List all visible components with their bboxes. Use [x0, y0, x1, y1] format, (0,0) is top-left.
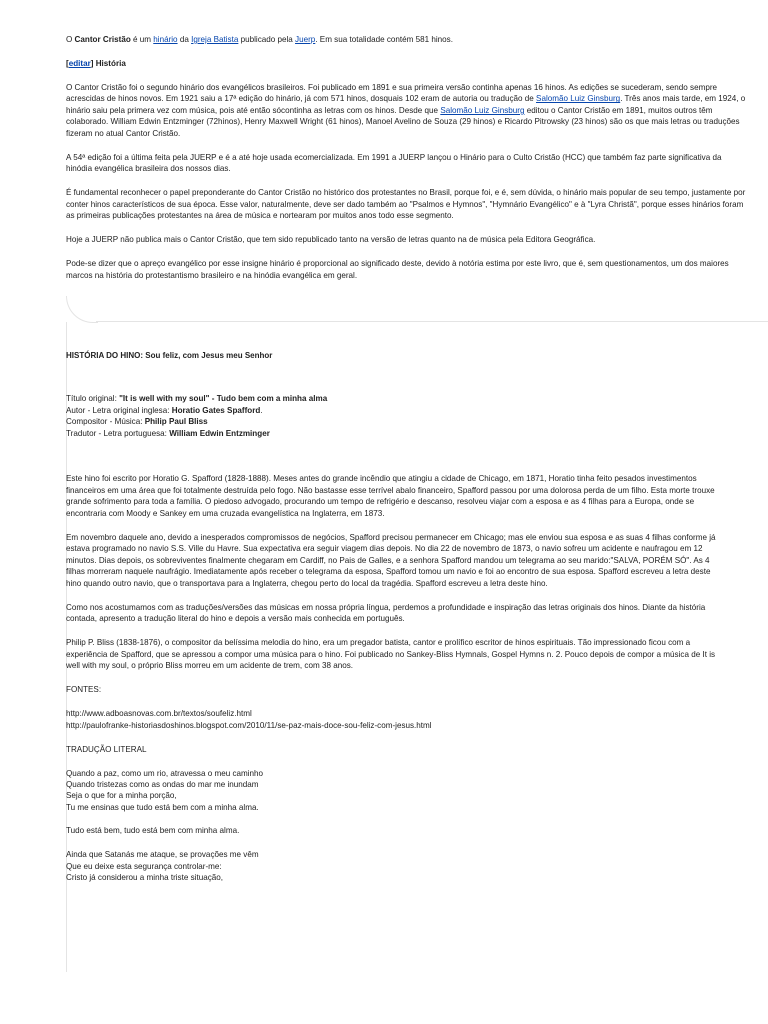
- hymn-history-title: HISTÓRIA DO HINO: Sou feliz, com Jesus meu Senhor: [66, 351, 273, 360]
- sources-list: [66, 708, 716, 731]
- story-paragraph-1: Este hino foi escrito por Horatio G. Spafford (1828-1888). Meses antes do grande incêndio que atingiu a cidade de Chicago, em 1871, Horatio tinha feito pesados investimentos financeiros em uma área que foi totalmente destruída pelo fogo. Não bastasse esse terrível abalo financeiro, Spafford passou por uma dolorosa perda de um filho. Esta morte trouxe grande sofrimento para toda a família. O piedoso advogado, procurando um tempo de refrigério e descanso, resolveu viajar com a esposa e as 4 filhas para a Europa, onde se encontraria com Moody e Sankey em uma cruzada evangelística na Inglaterra, em 1873.: [66, 474, 715, 518]
- para1-text-c: editou o Cantor Cristão em 1891, muitos outros têm colaborado. William Edwin Entzminger (72hinos), Henry Maxwell Wright (61 hinos), Manoel Avelino de Souza (29 hinos) e Ricardo Pitrowsky (23 hinos) são os que mais letras ou traduções fizeram no atual Cantor Cristão.: [66, 105, 740, 138]
- stanza-2: [66, 849, 716, 883]
- history-paragraph-4: Hoje a JUERP não publica mais o Cantor Cristão, que tem sido republicado tanto na versão de letras quanto na de música pela Editora Geográfica.: [66, 235, 596, 245]
- intro-mid3: publicado pela: [238, 35, 296, 44]
- lyric-line: Tu me ensinas que tudo está bem com a minha alma.: [66, 802, 259, 812]
- meta-author-value: Horatio Gates Spafford: [171, 405, 261, 415]
- source-url-2[interactable]: http://paulofranke-historiasdoshinos.blogspot.com/2010/11/se-paz-mais-doce-sou-feliz-com-jesus.html: [66, 720, 432, 730]
- sources-label: FONTES:: [66, 685, 102, 695]
- history-paragraph-1: [66, 82, 746, 139]
- history-paragraph-5: Pode-se dizer que o apreço evangélico por esse insigne hinário é proporcional ao significado deste, devido à notória estima por este livro, que é, sem questionamentos, um dos maiores marcos na história do protestantismo brasileiro e na hinódia evangélica em geral.: [66, 259, 729, 280]
- meta-composer-value: Philip Paul Bliss: [144, 417, 208, 427]
- hymn-history-section: [66, 350, 716, 896]
- history-paragraph-3: É fundamental reconhecer o papel preponderante do Cantor Cristão no histórico dos protestantes no Brasil, porque foi, e é, sem dúvida, o hinário mais popular de seu tempo, justamente por conter hinos característicos de sua época. Esse valor, naturalmente, deve ser dado também ao "Psalmos e Hymnos", "Hymnário Evangélico" e à "Lyra Christã", porque esses hinários foram as primeiras publicações protestantes na área de música e nortearam por muitos anos todo esse segmento.: [66, 188, 746, 221]
- meta-title-value: "It is well with my soul" - Tudo bem com a minha alma: [119, 394, 328, 404]
- source-url-1[interactable]: http://www.adboasnovas.com.br/textos/soufeliz.html: [66, 709, 252, 719]
- edit-link[interactable]: editar: [68, 58, 91, 68]
- section-divider-horizontal: [96, 321, 768, 322]
- meta-author-label: Autor - Letra original inglesa:: [66, 405, 172, 415]
- edit-bracket-close: ]: [90, 58, 96, 68]
- meta-composer-line: [66, 416, 716, 427]
- link-igreja-batista[interactable]: Igreja Batista: [191, 35, 239, 44]
- intro-mid1: é um: [130, 35, 154, 44]
- link-salomao-ginsburg-2[interactable]: Salomão Luiz Ginsburg: [440, 105, 525, 115]
- history-paragraph-2: A 54ª edição foi a última feita pela JUERP e é a até hoje usada ecomercializada. Em 1991 a JUERP lançou o Hinário para o Culto Cristão (HCC) que também faz parte significativa da hinódia evangélica brasileira dos nossos dias.: [66, 152, 722, 174]
- lyric-line: Quando a paz, como um rio, atravessa o meu caminho: [66, 768, 264, 778]
- meta-translator-line: [66, 428, 716, 439]
- lyric-line: Quando tristezas como as ondas do mar me inundam: [66, 780, 259, 789]
- para1-text-b: . Três anos mais tarde, em 1924, o hinário saiu pela primera vez com música, pois até então sócontinha as letras com os hinos. Desde que: [66, 94, 746, 115]
- history-heading: [66, 58, 746, 69]
- intro-suffix: . Em sua totalidade contém 581 hinos.: [315, 35, 453, 44]
- intro-cantor: Cantor Cristão: [74, 35, 131, 44]
- lyric-line: Que eu deixe esta segurança controlar-me:: [66, 861, 222, 871]
- intro-prefix: O: [66, 35, 75, 44]
- article-section: [66, 34, 746, 294]
- meta-author-line: [66, 405, 716, 416]
- link-salomao-ginsburg-1[interactable]: Salomão Luiz Ginsburg: [536, 94, 621, 104]
- literal-translation-label: TRADUÇÃO LITERAL: [66, 744, 147, 754]
- meta-composer-label: Compositor - Música:: [66, 417, 145, 427]
- para1-text-a: O Cantor Cristão foi o segundo hinário dos evangélicos brasileiros. Foi publicado em 1891 e sua primeira versão continha apenas 16 hinos. As edições se sucederam, sendo sempre acrescidas de hinos novos. Em 1921 saiu a 17ª edição do hinário, já com 571 hinos, dosquais 102 eram de autoria ou tradução de: [66, 82, 718, 104]
- link-hinario[interactable]: hinário: [153, 35, 178, 44]
- intro-paragraph: [66, 34, 746, 45]
- meta-title-label: Título original:: [66, 394, 120, 404]
- intro-mid2: da: [177, 35, 192, 44]
- story-paragraph-4: Philip P. Bliss (1838-1876), o compositor da belíssima melodia do hino, era um pregador batista, cantor e prolífico escritor de hinos espirituais. Tão impressionado ficou com a experiência de Spafford, que se apressou a compor uma música para o hino. Foi publicado no Sankey-Bliss Hymnals, Gospel Hymns n. 2. Pouco depois de compor a música de It is well with my soul, o próprio Bliss morreu em um acidente de trem, com 38 anos.: [66, 638, 716, 671]
- lyric-line: Ainda que Satanás me ataque, se provações me vêm: [66, 850, 259, 860]
- meta-translator-label: Tradutor - Letra portuguesa:: [66, 428, 170, 438]
- link-juerp[interactable]: Juerp: [295, 35, 316, 44]
- edit-bracket-open: [: [66, 58, 69, 68]
- meta-translator-value: William Edwin Entzminger: [169, 428, 270, 438]
- story-paragraph-3: Como nos acostumamos com as traduções/versões das músicas em nossa própria língua, perdemos a profundidade e inspiração das letras originais dos hinos. Diante da história contada, apresento a tradução literal do hino e depois a versão mais conhecida em português.: [66, 602, 706, 624]
- lyric-line: Seja o que for a minha porção,: [66, 791, 177, 801]
- story-paragraph-2: Em novembro daquele ano, devido a inesperados compromissos de negócios, Spafford precisou permanecer em Chicago; mas ele enviou sua esposa e as suas 4 filhas conforme já estava programado no navio S.S. Ville du Havre. Sua expectativa era seguir viagem dias depois. No dia 22 de novembro de 1873, o navio sofreu um acidente e naufragou em 12 minutos. Dias depois, os sobreviventes finalmente chegaram em Cardiff, no Pais de Galles, e a senhora Spafford mandou um telegrama ao seu marido:"SALVA, PORÉM SÓ". As 4 filhas morreram naquele naufrágio. Imediatamente após receber o telegrama da esposa, Spafford tomou um navio e foi ao encontro de sua esposa. Spafford escreveu a letra deste hino quando outro navio, que o transportava para a Inglaterra, chegou perto do local da tragédia. Spafford escreveu a letra deste hino.: [66, 532, 716, 588]
- lyric-line: Cristo já considerou a minha triste situação,: [66, 873, 224, 883]
- refrain-line: Tudo está bem, tudo está bem com minha alma.: [66, 826, 240, 836]
- hymn-metadata: [66, 393, 716, 439]
- section-divider-curve: [66, 296, 98, 323]
- stanza-1: [66, 768, 716, 814]
- meta-title-line: [66, 393, 716, 404]
- history-title: História: [95, 58, 126, 68]
- meta-author-suffix: .: [260, 405, 263, 415]
